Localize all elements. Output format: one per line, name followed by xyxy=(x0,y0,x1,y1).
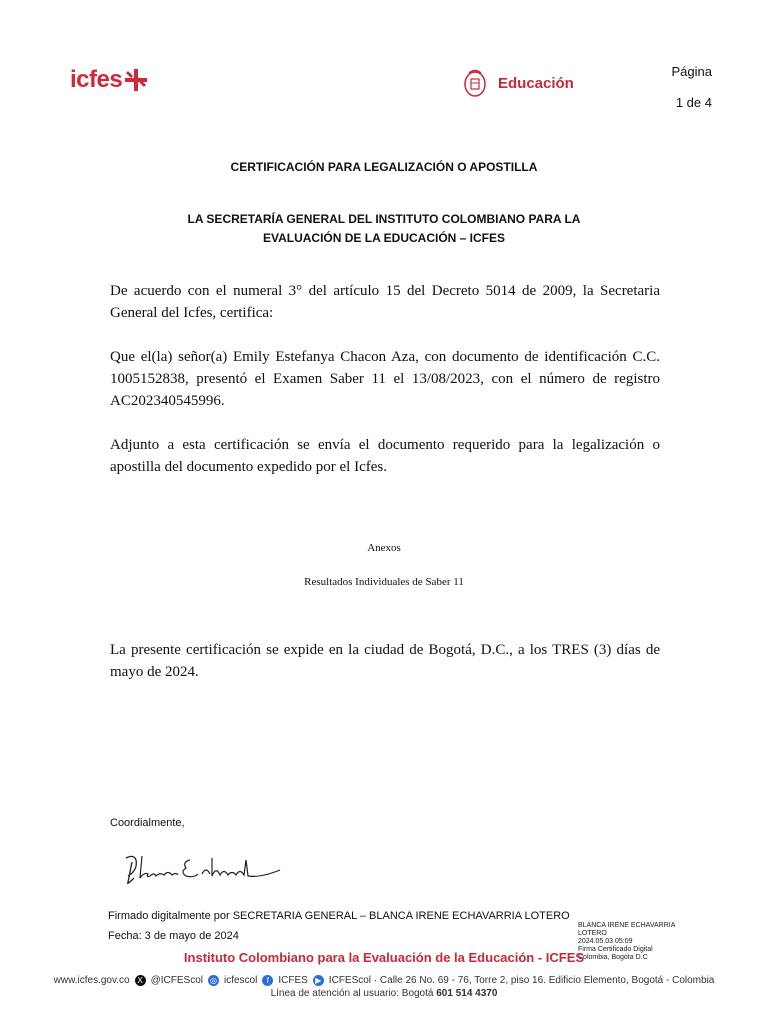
icfes-star-icon xyxy=(125,68,147,92)
education-logo-text: Educación xyxy=(498,74,574,92)
paragraph-attachment: Adjunto a esta certificación se envía el documento requerido para la legalización o apostilla del documento expedido por el Icfes. xyxy=(110,437,660,475)
annex-item: Resultados Individuales de Saber 11 xyxy=(304,576,464,588)
footer-website[interactable]: www.icfes.gov.co xyxy=(53,975,130,986)
page-label: Página xyxy=(671,64,712,79)
icfes-logo xyxy=(70,64,147,96)
footer-address: ICFEScol · Calle 26 No. 69 - 76, Torre 2, piso 16. Edificio Elemento, Bogotá - Colombia xyxy=(328,975,715,986)
education-logo xyxy=(460,66,574,100)
page-number: 1 de 4 xyxy=(675,95,712,110)
signature-date: Fecha: 3 de mayo de 2024 xyxy=(108,930,239,942)
issuer-title-line2: EVALUACIÓN DE LA EDUCACIÓN – ICFES xyxy=(262,231,505,245)
footer-x-handle[interactable]: @ICFEScol xyxy=(150,975,203,986)
digital-signature-line: Firmado digitalmente por SECRETARIA GENERAL – BLANCA IRENE ECHAVARRIA LOTERO xyxy=(108,910,570,922)
stamp-line: 2024.05.03 05:09 xyxy=(578,938,633,945)
facebook-icon: f xyxy=(262,975,273,986)
colombia-seal-icon xyxy=(460,67,490,99)
footer-contacts xyxy=(0,975,768,986)
paragraph-legal-basis: De acuerdo con el numeral 3° del artículo 15 del Decreto 5014 de 2009, la Secretaria General del Icfes, certifica: xyxy=(110,283,660,321)
issuer-title-line1: LA SECRETARÍA GENERAL DEL INSTITUTO COLOMBIANO PARA LA xyxy=(187,212,581,226)
footer-organization: Instituto Colombiano para la Evaluación de la Educación - ICFES xyxy=(183,950,585,965)
annex-title: Anexos xyxy=(367,542,401,554)
salutation: Coordialmente, xyxy=(110,817,185,829)
stamp-line: LOTERO xyxy=(578,930,607,937)
footer-facebook[interactable]: ICFES xyxy=(278,975,308,986)
paragraph-issuance: La presente certificación se expide en la ciudad de Bogotá, D.C., a los TRES (3) días de mayo de 2024. xyxy=(110,642,660,680)
document-title: CERTIFICACIÓN PARA LEGALIZACIÓN O APOSTILLA xyxy=(230,160,538,174)
helpline-number: 601 514 4370 xyxy=(436,988,498,999)
stamp-line: BLANCA IRENE ECHAVARRIA xyxy=(578,922,676,929)
paragraph-certification: Que el(la) señor(a) Emily Estefanya Chacon Aza, con documento de identificación C.C. 1005152838, presentó el Examen Saber 11 el 13/08/2023, con el número de registro AC202340545996. xyxy=(110,349,660,409)
instagram-icon: ◎ xyxy=(208,975,219,986)
stamp-line: Firma Certificado Digital xyxy=(578,946,653,953)
handwritten-signature xyxy=(120,848,290,888)
helpline-label: Línea de atención al usuario: Bogotá xyxy=(270,988,434,999)
x-icon: X xyxy=(135,975,146,986)
footer-instagram[interactable]: icfescol xyxy=(223,975,258,986)
stamp-line: Colombia, Bogota D.C xyxy=(578,954,648,961)
youtube-icon: ▶ xyxy=(313,975,324,986)
issuer-title xyxy=(0,210,768,248)
footer-helpline xyxy=(0,988,768,999)
icfes-logo-text: icfes xyxy=(70,66,123,93)
